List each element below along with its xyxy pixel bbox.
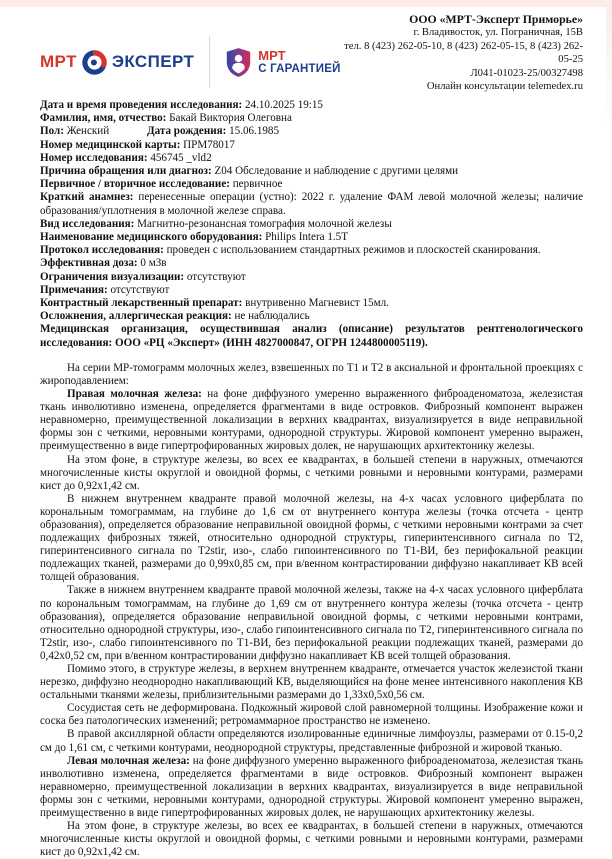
mrt-expert-circle-icon xyxy=(82,50,107,75)
paragraph-text: На этом фоне, в структуре железы, во всех ее квадрантах, в большей степени в наружных, отмечаются многочисленные кисты округлой и овоидной формы, с четкими ровными и неровными контурами, размерами кист до 0,92х1,42 см. xyxy=(40,453,583,492)
field-label: Примечания: xyxy=(40,283,108,296)
field-row-analyzing-organization xyxy=(40,323,583,349)
field-label: Фамилия, имя, отчество: xyxy=(40,112,167,125)
field-value: Philips Intera 1.5T xyxy=(265,231,348,244)
field-value: 0 мЗв xyxy=(140,257,167,270)
field-label: Ограничения визуализации: xyxy=(40,270,185,283)
paragraph-text: На серии МР-томограмм молочных желез, взвешенных по Т1 и Т2 в аксиальной и фронтальной проекциях с жироподавлением: xyxy=(40,361,583,387)
report-paragraph xyxy=(40,362,583,388)
logo-mrt-expert xyxy=(40,50,194,75)
paragraph-text: В нижнем внутреннем квадранте правой молочной железы, на 4-х часах условного циферблата по корональным томограммам, на глубине до 1,6 см от внутреннего контура железы (точка отсчета - центр образования), определяется образование неправильной овоидной формы, с четкими неровными контрами за счет подлежащих фиброзных тяжей, относительно однородной структуры, гиперинтенсивного сигнала по Т2, гиперинтенсивного сигнала по T2stir, изо-, слабо гипоинтенсивного по Т1-ВИ, без перифокальной реакции подлежащих тканей, размерами до 0,99х0,85 см, при в/венном контрастировании диффузно накапливает КВ всей толщей образования. xyxy=(40,492,583,584)
field-row xyxy=(40,99,583,112)
letterhead xyxy=(40,11,583,99)
report-paragraph xyxy=(40,663,583,702)
logo-group xyxy=(40,36,341,88)
company-online-consult: Онлайн консультации telemedex.ru xyxy=(426,81,583,93)
field-value: перенесенные операции (устно): 2022 г. удаление ФАМ левой молочной железы; наличие образования/уплотнения в молочной железе справа. xyxy=(40,191,583,217)
report-paragraph xyxy=(40,493,583,585)
report-paragraph xyxy=(40,728,583,754)
field-label: Причина обращения или диагноз: xyxy=(40,165,212,178)
report-paragraph-right-breast xyxy=(40,388,583,453)
study-fields xyxy=(40,99,583,350)
field-value: проведен с использованием стандартных режимов и плоскостей сканирования. xyxy=(166,244,541,257)
field-row xyxy=(40,178,583,191)
guarantee-shield-icon xyxy=(225,47,252,78)
paragraph-text: В правой аксиллярной области определяются изолированные единичные лимфоузлы, размерами от 0.15-0,2 см до 1,61 см, с четкими контурами, неоднородной структуры, представленные фиброзной и жировой тканью. xyxy=(40,728,583,754)
paragraph-text: Помимо этого, в структуре железы, в верхнем внутреннем квадранте, отмечается участок железистой ткани нерезко, диффузно неоднородно накапливающий КВ, выделяющийся на фоне менее интенсивного накопления КВ остальными тканями железы, приблизительными размерами до 1,33х0,5х0,56 см. xyxy=(40,663,583,702)
field-label: Эффективная доза: xyxy=(40,257,138,270)
field-value: не наблюдались xyxy=(234,310,310,323)
field-row xyxy=(40,257,583,270)
company-info xyxy=(341,13,583,93)
field-label: Протокол исследования: xyxy=(40,244,164,257)
field-row xyxy=(40,297,583,310)
field-row xyxy=(40,231,583,244)
company-name: ООО «МРТ-Эксперт Приморье» xyxy=(409,12,583,26)
sex-pair xyxy=(40,125,147,138)
field-value: первичное xyxy=(232,178,283,191)
field-value: 456745 _vld2 xyxy=(150,151,212,164)
page-top-tint xyxy=(0,0,612,7)
logo-mrt-text: МРТ xyxy=(40,52,77,71)
field-label: Номер медицинской карты: xyxy=(40,138,181,151)
paragraph-text: Также в нижнем внутреннем квадранте правой молочной железы, также на 4-х часах условного циферблата по корональным томограммам, на глубине до 1,69 см от внутреннего контура железы (точка отсчета - центр образования), определяется образование неправильной овоидной формы, с четкими неровными контрами, относительно однородной структуры, изо-, слабо гипоинтенсивного сигнала по Т2, гиперинтенсивного сигнала по T2stir, изо-, слабо гипоинтенсивного по Т1-ВИ, без перифокальной реакции подлежащих тканей, размерами до 0,42х0,52 см, при в/венном контрастировании диффузно накапливает КВ всей толщей образования. xyxy=(40,584,583,662)
paragraph-lead: Левая молочная железа: xyxy=(67,754,190,767)
field-value: Магнитно-резонансная томография молочной железы xyxy=(137,217,392,230)
field-label: Медицинская организация, осуществившая анализ (описание) результатов рентгенологического исследования: xyxy=(40,323,583,349)
paragraph-lead: Правая молочная железа: xyxy=(67,388,202,401)
logo-mrt-guarantee xyxy=(225,47,340,78)
field-row xyxy=(40,244,583,257)
field-label: Первичное / вторичное исследование: xyxy=(40,178,230,191)
field-label: Контрастный лекарственный препарат: xyxy=(40,297,243,310)
field-value: Женский xyxy=(66,125,110,138)
paragraph-text: на фоне диффузного умеренно выраженного фиброаденоматоза, железистая ткань инволютивно изменена, определяется фрагментами в виде островков. Фиброзный компонент выражен неравномерно, преимущественной локализации в верхних квадрантах, визуализируется в виде неправильной формы зон с четкими, неровными контурами, однородной структуры. Жировой компонент умеренно выражен, преимущественно в виде гипертрофированных жировых долек, не нарушающих архитектонику железы. xyxy=(40,754,583,820)
report-body xyxy=(40,362,583,859)
header-divider xyxy=(209,36,210,88)
field-label: Номер исследования: xyxy=(40,151,148,164)
field-value: отсутствуют xyxy=(186,270,246,283)
company-license: Л041-01023-25/00327498 xyxy=(470,67,583,79)
field-value: 15.06.1985 xyxy=(229,125,280,138)
field-label: Наименование медицинского оборудования: xyxy=(40,231,263,244)
report-paragraph-left-breast xyxy=(40,755,583,820)
field-row xyxy=(40,165,583,178)
paragraph-text: на фоне диффузного умеренно выраженного фиброаденоматоза, железистая ткань инволютивно изменена, определяется фрагментами в виде островков. Фиброзный компонент выражен неравномерно, преимущественной локализации в верхних квадрантах, визуализируется в виде неправильной формы зон с четкими, неровными контурами, однородной структуры. Жировой компонент умеренно выражен, преимущественно в виде гипертрофированных жировых долек, не нарушающих архитектонику железы. xyxy=(40,388,583,453)
logo-expert-text: ЭКСПЕРТ xyxy=(111,52,195,71)
report-paragraph xyxy=(40,584,583,663)
field-row xyxy=(40,139,583,152)
field-value: отсутствуют xyxy=(110,283,170,296)
field-row xyxy=(40,271,583,284)
field-value: ПРМ78017 xyxy=(183,138,235,151)
report-paragraph xyxy=(40,702,583,728)
field-label: Дата и время проведения исследования: xyxy=(40,99,243,111)
field-row-sex-birthdate xyxy=(40,125,583,138)
field-row xyxy=(40,191,583,217)
birthdate-pair xyxy=(147,125,279,137)
logo-guarantee-text: МРТ С ГАРАНТИЕЙ xyxy=(258,47,341,75)
field-label: Дата рождения: xyxy=(147,125,227,138)
paragraph-text: Сосудистая сеть не деформирована. Подкожный жировой слой равномерной толщины. Изображение кожи и соска без патологических изменений; ретромаммарное пространство не изменено. xyxy=(40,702,583,728)
company-address: г. Владивосток, ул. Пограничная, 15В xyxy=(413,27,583,39)
field-value: 24.10.2025 19:15 xyxy=(245,99,323,111)
field-row xyxy=(40,284,583,297)
field-row xyxy=(40,310,583,323)
field-label: Пол: xyxy=(40,125,64,138)
field-value: ООО «РЦ «Эксперт» (ИНН 4827000847, ОГРН 1244800005119). xyxy=(114,336,428,349)
report-paragraph xyxy=(40,820,583,859)
field-label: Осложнения, аллергическая реакция: xyxy=(40,310,232,323)
page-right-tint xyxy=(606,7,612,127)
report-paragraph xyxy=(40,454,583,493)
field-label: Краткий анамнез: xyxy=(40,191,134,204)
field-label: Вид исследования: xyxy=(40,217,135,230)
field-row xyxy=(40,112,583,125)
paragraph-text: На этом фоне, в структуре железы, во всех ее квадрантах, в большей степени в наружных, отмечаются многочисленные кисты округлой и овоидной формы, с четкими ровными и неровными контурами, размерами кист до 0,92х1,42 см. xyxy=(40,820,583,859)
field-row xyxy=(40,152,583,165)
company-phones: тел. 8 (423) 262-05-10, 8 (423) 262-05-15, 8 (423) 262-05-25 xyxy=(344,40,583,66)
field-row xyxy=(40,218,583,231)
field-value: Бакай Виктория Олеговна xyxy=(169,112,292,125)
field-value: внутривенно Магневист 15мл. xyxy=(245,297,389,310)
field-value: Z04 Обследование и наблюдение с другими целями xyxy=(214,165,459,178)
